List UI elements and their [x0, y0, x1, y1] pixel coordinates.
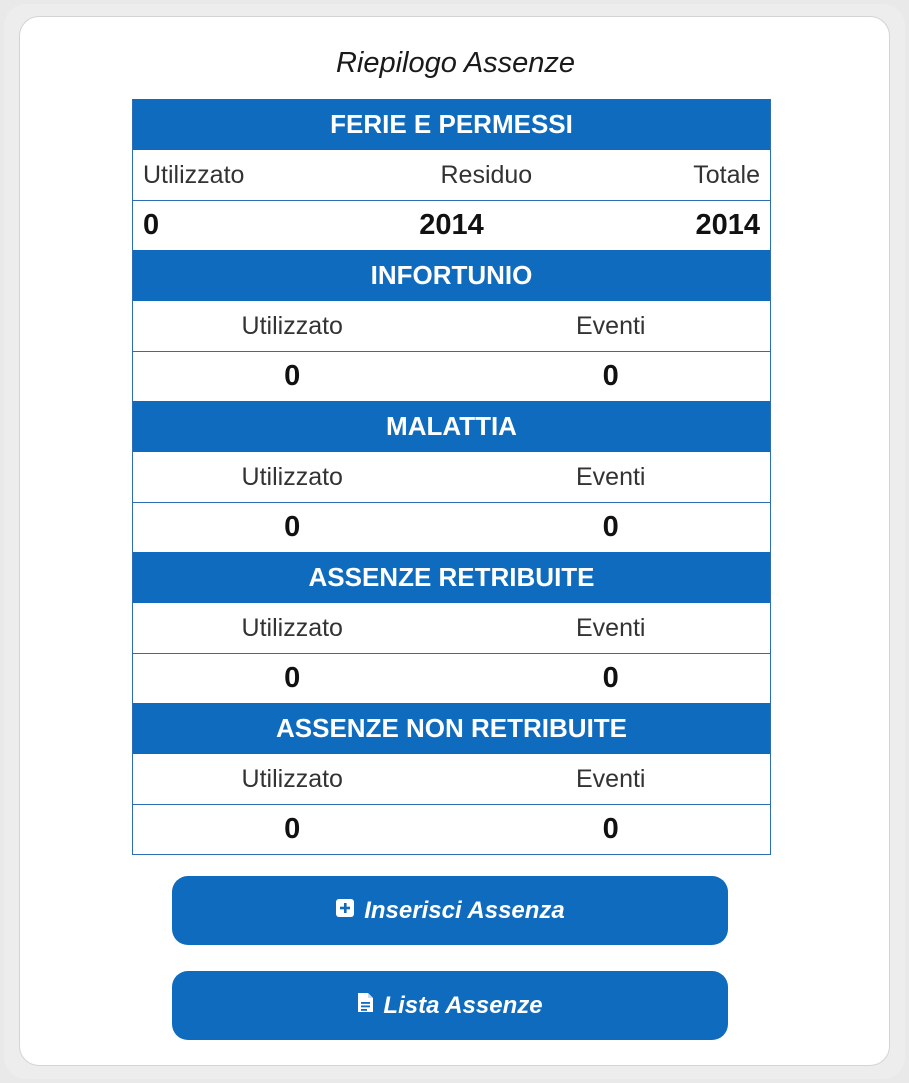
value-eventi: 0 [602, 813, 619, 845]
label-utilizzato: Utilizzato [143, 160, 245, 189]
retribuite-values-row [133, 653, 770, 703]
label-eventi: Eventi [576, 613, 646, 642]
non-retribuite-labels-row [133, 754, 770, 804]
value-eventi: 0 [602, 360, 619, 392]
ferie-values-row [133, 200, 770, 250]
document-icon [357, 992, 374, 1020]
label-utilizzato: Utilizzato [241, 462, 343, 491]
inserisci-assenza-button[interactable] [172, 876, 728, 945]
non-retribuite-values-row [133, 804, 770, 854]
section-header-assenze-retribuite: ASSENZE RETRIBUITE [133, 552, 770, 603]
value-utilizzato: 0 [284, 813, 301, 845]
inserisci-assenza-label: Inserisci Assenza [364, 896, 565, 924]
infortunio-values-row [133, 351, 770, 401]
value-eventi: 0 [602, 511, 619, 543]
lista-assenze-button[interactable] [172, 971, 728, 1040]
ferie-labels-row [133, 150, 770, 200]
value-totale: 2014 [695, 209, 760, 241]
retribuite-labels-row [133, 603, 770, 653]
label-eventi: Eventi [576, 462, 646, 491]
lista-assenze-label: Lista Assenze [383, 991, 543, 1019]
section-header-infortunio: INFORTUNIO [133, 250, 770, 301]
value-utilizzato: 0 [284, 662, 301, 694]
value-eventi: 0 [602, 662, 619, 694]
outer-frame [4, 4, 905, 1079]
value-utilizzato: 0 [143, 209, 160, 241]
label-residuo: Residuo [440, 160, 533, 189]
value-utilizzato: 0 [284, 511, 301, 543]
section-header-ferie: FERIE E PERMESSI [133, 99, 770, 150]
label-utilizzato: Utilizzato [241, 311, 343, 340]
section-header-malattia: MALATTIA [133, 401, 770, 452]
label-eventi: Eventi [576, 311, 646, 340]
section-header-assenze-non-retribuite: ASSENZE NON RETRIBUITE [133, 703, 770, 754]
malattia-labels-row [133, 452, 770, 502]
value-utilizzato: 0 [284, 360, 301, 392]
label-utilizzato: Utilizzato [241, 613, 343, 642]
absence-summary-table [132, 99, 771, 855]
malattia-values-row [133, 502, 770, 552]
summary-card [19, 16, 890, 1066]
label-utilizzato: Utilizzato [241, 764, 343, 793]
label-eventi: Eventi [576, 764, 646, 793]
value-residuo: 2014 [419, 209, 484, 241]
page-title: Riepilogo Assenze [335, 47, 576, 79]
infortunio-labels-row [133, 301, 770, 351]
label-totale: Totale [693, 160, 760, 189]
plus-square-icon [335, 897, 355, 925]
